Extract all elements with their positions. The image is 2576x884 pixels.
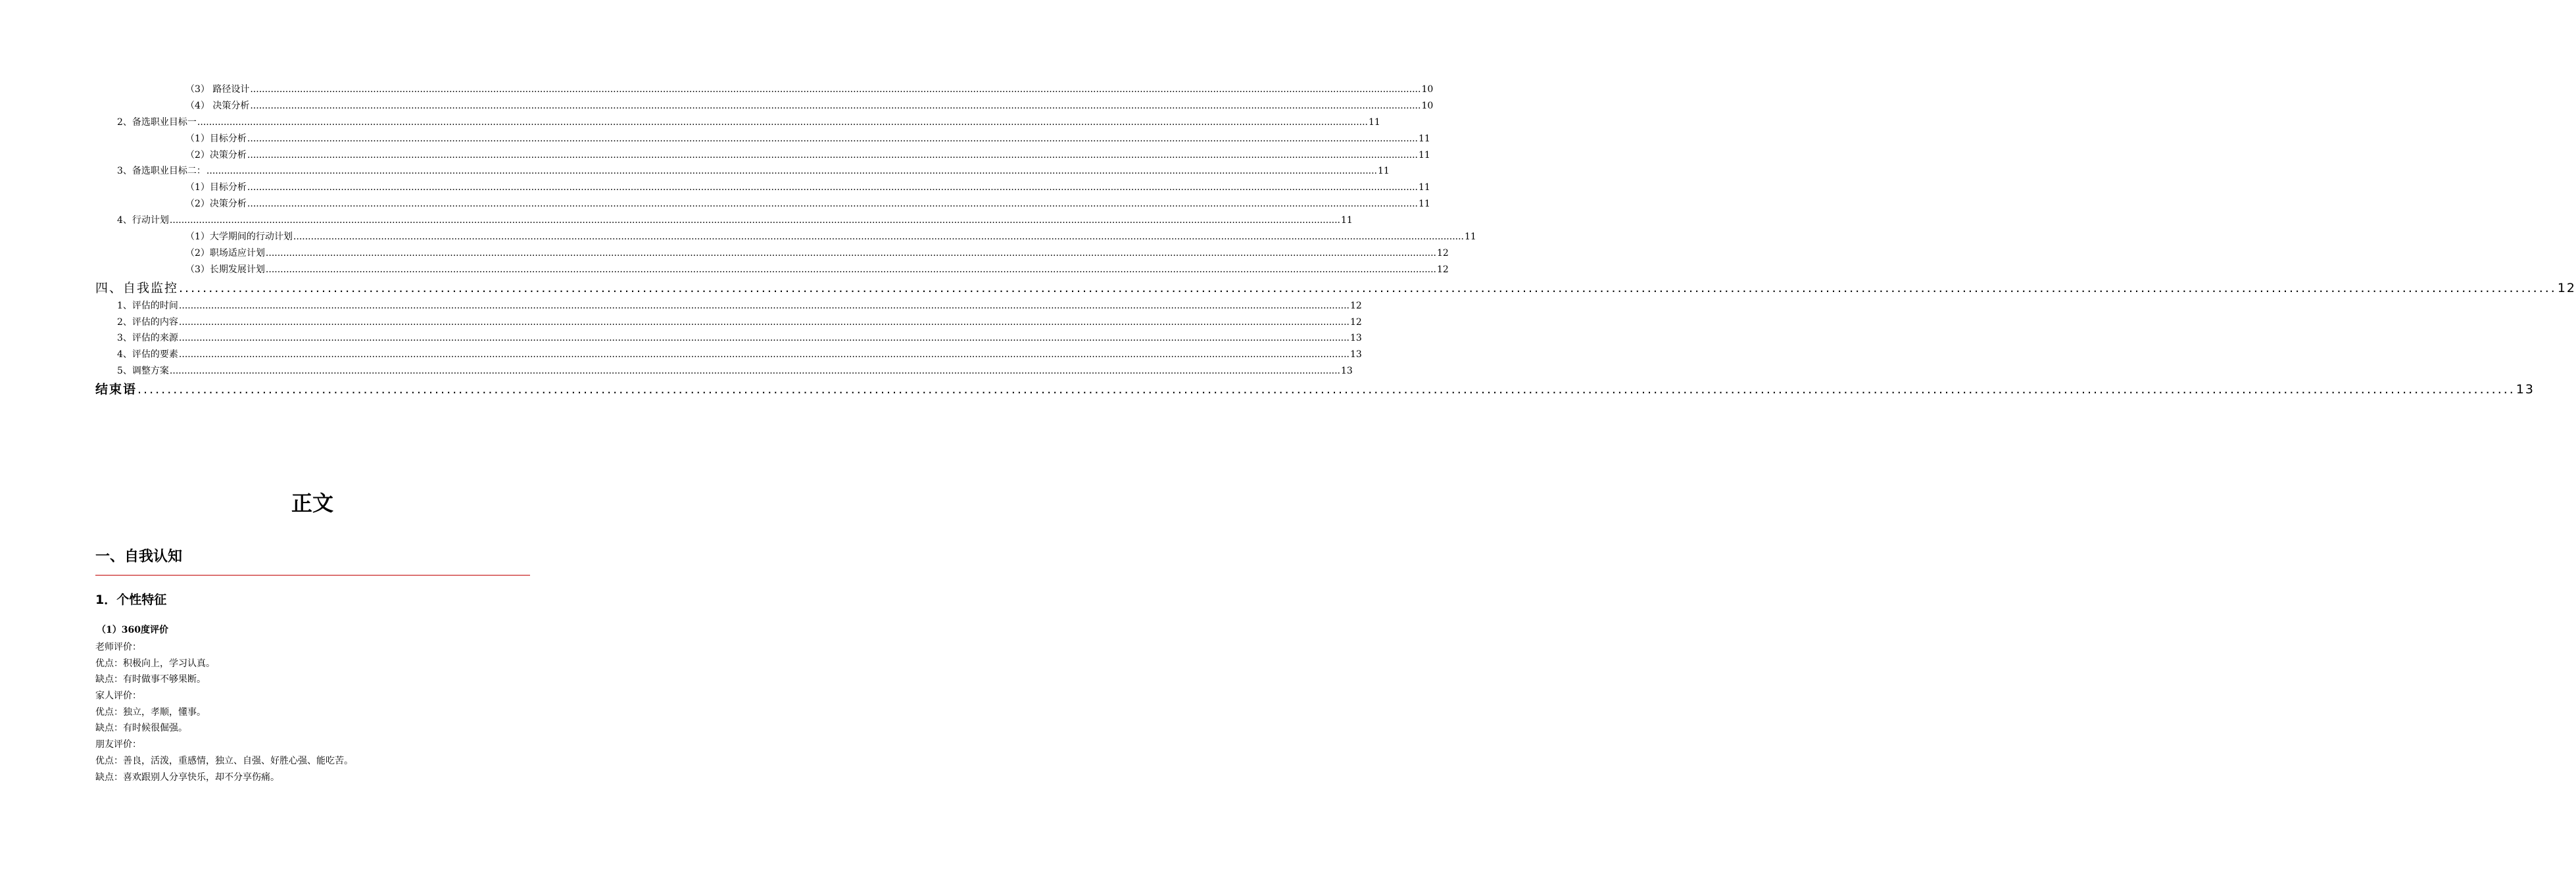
toc-entry-page-number: 12 [1437,264,1449,275]
toc-dot-leader: ................................................................................................................................................................................................................................................................................................................................................................................................................ [265,264,1436,275]
toc-entry-page-number: 10 [1421,84,1434,95]
toc-entry-page-number: 13 [1350,349,1362,360]
toc-entry-label: 四、自我监控 [95,280,179,295]
toc-entry[interactable] [95,114,1380,131]
toc-dot-leader: ................................................................................................................................................................................................................................................................................................................................................................................................................ [247,199,1418,210]
toc-entry-label: 结束语 [95,382,137,397]
toc-entry[interactable] [95,82,1434,98]
toc-dot-leader: ................................................................................................................................................................................................................................................................................................................................................................................................................ [169,215,1340,226]
section-title: 一、自我认知 [95,549,183,565]
toc-entry-page-number: 11 [1369,116,1380,128]
toc-entry[interactable] [95,298,1362,314]
toc-entry-label: （1）目标分析 [185,133,247,144]
toc-entry-label: （1）大学期间的行动计划 [185,232,293,243]
toc-entry[interactable] [95,262,1449,278]
toc-entry[interactable] [95,147,1430,164]
body-line: 优点：独立，孝顺，懂事。 [95,706,206,718]
toc-entry[interactable] [95,314,1362,331]
toc-entry[interactable] [95,196,1430,212]
toc-dot-leader: ................................................................................................................................................................................................................................................................................................................................................................................................................ [178,300,1349,311]
toc-dot-leader: ................................................................................................................................................................................................................................................................................................................................................................................................................ [137,382,2515,397]
toc-entry-label: 3、评估的来源 [117,333,178,344]
body-line: 老师评价： [95,642,141,652]
toc-entry-label: 4、行动计划 [117,215,169,226]
toc-entry-label: （1）目标分析 [185,182,247,193]
toc-entry-label: 2、评估的内容 [117,316,178,328]
toc-entry[interactable] [95,380,2535,399]
subsection-title: 1．个性特征 [95,593,167,607]
toc-entry-label: 4、评估的要素 [117,349,178,360]
toc-entry-page-number: 13 [1350,333,1362,344]
toc-entry-page-number: 11 [1465,232,1476,243]
toc-entry[interactable] [95,245,1449,262]
toc-entry-label: 2、备选职业目标一 [117,116,197,128]
toc-entry-label: 3、备选职业目标二： [117,166,206,177]
toc-dot-leader: ................................................................................................................................................................................................................................................................................................................................................................................................................ [178,333,1349,344]
toc-entry[interactable] [95,163,1390,180]
toc-entry[interactable] [95,330,1362,347]
toc-dot-leader: ................................................................................................................................................................................................................................................................................................................................................................................................................ [197,116,1368,128]
body-line: 家人评价： [95,691,141,702]
body-line: 朋友评价： [95,739,141,750]
toc-entry-page-number: 11 [1419,133,1430,144]
toc-dot-leader: ................................................................................................................................................................................................................................................................................................................................................................................................................ [247,182,1418,193]
toc-entry-page-number: 11 [1341,215,1353,226]
toc-entry[interactable] [95,229,1476,245]
toc-entry-page-number: 13 [2515,382,2535,397]
body-line: 缺点：有时做事不够果断。 [95,674,206,685]
toc-dot-leader: ................................................................................................................................................................................................................................................................................................................................................................................................................ [178,316,1349,328]
toc-dot-leader: ................................................................................................................................................................................................................................................................................................................................................................................................................ [265,247,1436,258]
toc-dot-leader: ................................................................................................................................................................................................................................................................................................................................................................................................................ [178,349,1349,360]
body-text [95,639,353,785]
toc-dot-leader: ................................................................................................................................................................................................................................................................................................................................................................................................................ [293,232,1464,243]
subsubsection-title: （1）360度评价 [97,625,168,635]
toc-dot-leader: ................................................................................................................................................................................................................................................................................................................................................................................................................ [250,84,1421,95]
toc-entry-label: （4） 决策分析 [185,100,250,111]
toc-entry-page-number: 10 [1421,100,1434,111]
toc-entry-page-number: 12 [1437,247,1449,258]
body-line: 缺点：有时候很倔强。 [95,723,187,734]
main-title: 正文 [291,491,333,516]
toc-entry-label: （3）长期发展计划 [185,264,265,275]
toc-entry-page-number: 11 [1378,166,1390,177]
table-of-contents [95,82,2576,399]
toc-dot-leader: ................................................................................................................................................................................................................................................................................................................................................................................................................ [247,149,1418,160]
toc-entry-page-number: 12 [2557,280,2576,295]
toc-entry-page-number: 12 [1350,300,1362,311]
toc-entry-page-number: 12 [1350,316,1362,328]
section-divider [95,575,530,576]
toc-entry-page-number: 11 [1419,199,1430,210]
toc-entry[interactable] [95,278,2576,298]
toc-dot-leader: ................................................................................................................................................................................................................................................................................................................................................................................................................ [247,133,1418,144]
toc-dot-leader: ................................................................................................................................................................................................................................................................................................................................................................................................................ [206,166,1377,177]
toc-dot-leader: ................................................................................................................................................................................................................................................................................................................................................................................................................ [179,280,2557,295]
toc-entry-label: （2）决策分析 [185,149,247,160]
body-line: 优点：积极向上，学习认真。 [95,658,215,669]
toc-entry-page-number: 13 [1341,366,1353,377]
toc-entry[interactable] [95,363,1353,380]
toc-entry-label: 5、调整方案 [117,366,169,377]
body-line: 缺点：喜欢跟别人分享快乐，却不分享伤痛。 [95,772,279,783]
toc-entry[interactable] [95,131,1430,147]
toc-entry[interactable] [95,347,1362,363]
toc-dot-leader: ................................................................................................................................................................................................................................................................................................................................................................................................................ [250,100,1421,111]
toc-entry-label: （3） 路径设计 [185,84,250,95]
toc-entry[interactable] [95,212,1353,229]
toc-entry[interactable] [95,180,1430,196]
toc-entry-label: （2）决策分析 [185,199,247,210]
toc-entry-page-number: 11 [1419,182,1430,193]
toc-entry-label: （2）职场适应计划 [185,247,265,258]
toc-entry-page-number: 11 [1419,149,1430,160]
toc-dot-leader: ................................................................................................................................................................................................................................................................................................................................................................................................................ [169,366,1340,377]
body-line: 优点：善良，活泼，重感情，独立、自强、好胜心强、能吃苦。 [95,755,353,766]
toc-entry[interactable] [95,98,1434,114]
toc-entry-label: 1、评估的时间 [117,300,178,311]
